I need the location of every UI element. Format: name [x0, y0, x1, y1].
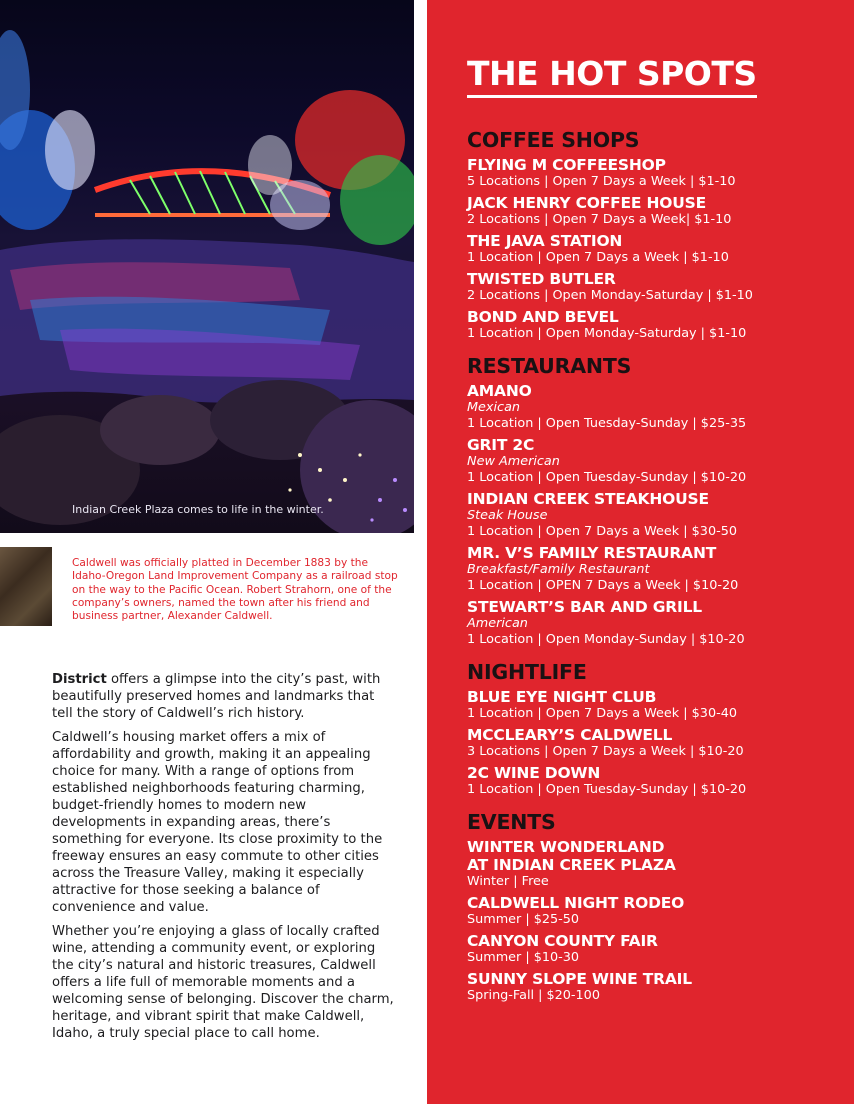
article-body: [52, 671, 396, 1049]
listing-cuisine: Mexican: [467, 400, 521, 415]
listing-cuisine: Breakfast/Family Restaurant: [467, 562, 650, 577]
listing-name: GRIT 2C: [467, 436, 535, 454]
listing-entry: [467, 894, 847, 928]
listing-name: JACK HENRY COFFEE HOUSE: [467, 194, 706, 212]
listing-entry: [467, 436, 847, 486]
section-nightlife: [467, 652, 847, 798]
hot-spots-list: [467, 55, 847, 1008]
listing-name: 2C WINE DOWN: [467, 764, 601, 782]
listing-cuisine: New American: [467, 454, 560, 469]
listing-name: TWISTED BUTLER: [467, 270, 616, 288]
listing-details: 2 Locations | Open Monday-Saturday | $1-10: [467, 288, 753, 303]
lead-rest: offers a glimpse into the city’s past, with beautifully preserved homes and landmarks that tell the story of Caldwell’s rich history.: [52, 672, 381, 721]
listing-entry: [467, 764, 847, 798]
photo-caption: Indian Creek Plaza comes to life in the winter.: [72, 503, 324, 516]
listing-name: MR. V’S FAMILY RESTAURANT: [467, 544, 717, 562]
section-title: EVENTS: [467, 810, 556, 834]
listing-name: THE JAVA STATION: [467, 232, 623, 250]
listing-name: BOND AND BEVEL: [467, 308, 619, 326]
listing-name: FLYING M COFFEESHOP: [467, 156, 666, 174]
listing-details: 3 Locations | Open 7 Days a Week | $10-20: [467, 744, 744, 759]
plaza-photo: [0, 0, 414, 533]
listing-name: CANYON COUNTY FAIR: [467, 932, 658, 950]
listing-details: 1 Location | Open Monday-Saturday | $1-10: [467, 326, 747, 341]
listing-name: CALDWELL NIGHT RODEO: [467, 894, 685, 912]
section-events: [467, 802, 847, 1004]
article-paragraph-2: Caldwell’s housing market offers a mix of affordability and growth, making it an appealing choice for many. With a range of options from established neighborhoods featuring charming, budget-friendly homes to modern new developments in expanding areas, there’s something for everyone. Its close proximity to the freeway ensures an easy commute to other cities across the Treasure Valley, making it especially attractive for those seeking a balance of convenience and value.: [52, 730, 383, 915]
listing-name: INDIAN CREEK STEAKHOUSE: [467, 490, 709, 508]
section-title: COFFEE SHOPS: [467, 128, 640, 152]
section-title: NIGHTLIFE: [467, 660, 587, 684]
listing-cuisine: Steak House: [467, 508, 548, 523]
listing-name: SUNNY SLOPE WINE TRAIL: [467, 970, 692, 988]
listing-entry: [467, 688, 847, 722]
listing-name: MCCLEARY’S CALDWELL: [467, 726, 673, 744]
listing-details: 2 Locations | Open 7 Days a Week| $1-10: [467, 212, 732, 227]
listing-name: BLUE EYE NIGHT CLUB: [467, 688, 657, 706]
section-coffee-shops: [467, 98, 847, 342]
listing-entry: [467, 270, 847, 304]
listing-details: 1 Location | Open Tuesday-Sunday | $10-20: [467, 470, 747, 485]
listing-name: AMANO: [467, 382, 532, 400]
listing-details: 1 Location | Open 7 Days a Week | $1-10: [467, 250, 729, 265]
hot-spots-title: THE HOT SPOTS: [467, 55, 757, 98]
listing-details: Summer | $25-50: [467, 912, 580, 927]
listing-details: 5 Locations | Open 7 Days a Week | $1-10: [467, 174, 736, 189]
hot-spots-panel: [427, 0, 854, 1104]
sidebar-thumbnail-image: [0, 547, 52, 626]
listing-details: 1 Location | Open Monday-Sunday | $10-20: [467, 632, 745, 647]
listing-details: 1 Location | OPEN 7 Days a Week | $10-20: [467, 578, 739, 593]
listing-details: 1 Location | Open Tuesday-Sunday | $25-35: [467, 416, 747, 431]
listing-entry: [467, 598, 847, 648]
listing-entry: [467, 156, 847, 190]
listing-details: Summer | $10-30: [467, 950, 580, 965]
listing-details: Winter | Free: [467, 874, 549, 889]
listing-cuisine: American: [467, 616, 528, 631]
section-restaurants: [467, 346, 847, 648]
section-title: RESTAURANTS: [467, 354, 632, 378]
history-sidebar-note: Caldwell was officially platted in December 1883 by the Idaho-Oregon Land Improvement Company as a railroad stop on the way to the Pacific Ocean. Robert Strahorn, one of the company’s owners, named the town after his friend and business partner, Alexander Caldwell.: [72, 557, 398, 623]
listing-entry: [467, 382, 847, 432]
listing-name: STEWART’S BAR AND GRILL: [467, 598, 702, 616]
listing-entry: [467, 838, 847, 890]
hot-spots-sections: [467, 98, 847, 1004]
listing-entry: [467, 932, 847, 966]
listing-entry: [467, 490, 847, 540]
listing-entry: [467, 194, 847, 228]
article-paragraph-3: Whether you’re enjoying a glass of locally crafted wine, attending a community event, or exploring the city’s natural and historic treasures, Caldwell offers a life full of memorable moments and a welcoming sense of belonging. Discover the charm, heritage, and vibrant spirit that make Caldwell, Idaho, a truly special place to call home.: [52, 924, 394, 1041]
article-paragraph-1: [52, 671, 396, 722]
plaza-photo-illustration: [0, 0, 414, 533]
listing-details: 1 Location | Open Tuesday-Sunday | $10-20: [467, 782, 747, 797]
listing-details: Spring-Fall | $20-100: [467, 988, 600, 1003]
listing-entry: [467, 726, 847, 760]
listing-entry: [467, 308, 847, 342]
listing-entry: [467, 970, 847, 1004]
lead-bold: District: [52, 672, 107, 687]
listing-entry: [467, 232, 847, 266]
listing-details: 1 Location | Open 7 Days a Week | $30-50: [467, 524, 737, 539]
listing-details: 1 Location | Open 7 Days a Week | $30-40: [467, 706, 737, 721]
listing-name: WINTER WONDERLAND AT INDIAN CREEK PLAZA: [467, 838, 676, 874]
listing-entry: [467, 544, 847, 594]
